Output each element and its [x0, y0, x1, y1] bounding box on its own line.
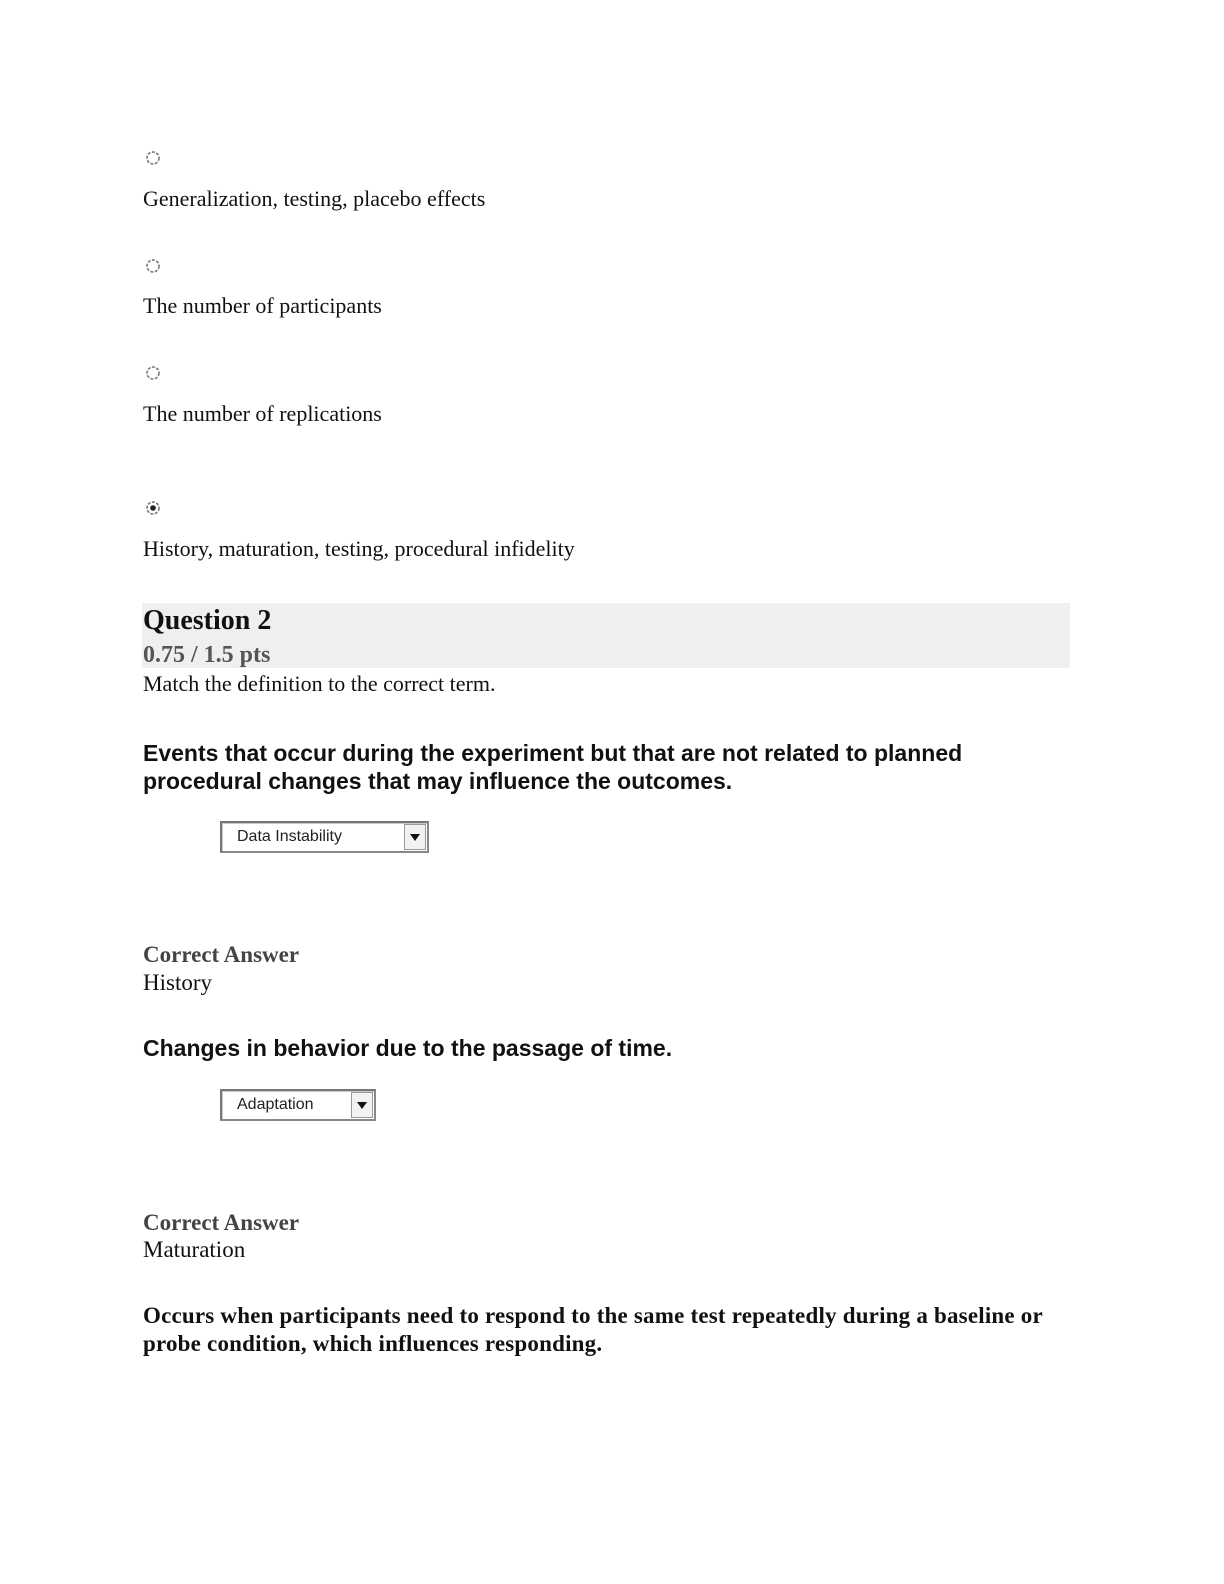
correct-answer-value-2: Maturation: [143, 1237, 246, 1262]
option-label-1: Generalization, testing, placebo effects: [143, 186, 486, 211]
match-definition-3: Occurs when participants need to respond to the same test repeatedly during a baseline or probe condition, which influences responding.: [143, 1303, 1043, 1356]
match-answer-select-1[interactable]: [220, 821, 429, 853]
radio-option-1[interactable]: [145, 150, 161, 166]
question-title: Question 2: [143, 605, 272, 636]
chevron-down-icon[interactable]: [404, 824, 426, 850]
correct-answer-label-2: Correct Answer: [143, 1210, 300, 1235]
match-definition-2: Changes in behavior due to the passage of time.: [143, 1035, 673, 1061]
select-value-2: Adaptation: [237, 1096, 314, 1113]
radio-option-4-selected[interactable]: [145, 500, 161, 516]
select-value-1: Data Instability: [237, 828, 342, 845]
chevron-down-icon[interactable]: [351, 1092, 373, 1118]
option-label-4: History, maturation, testing, procedural infidelity: [143, 536, 575, 561]
question-prompt: Match the definition to the correct term.: [143, 671, 496, 696]
correct-answer-value-1: History: [143, 970, 212, 995]
match-answer-select-2[interactable]: [220, 1089, 376, 1121]
question-header: [142, 603, 1070, 668]
match-definition-1: Events that occur during the experiment but that are not related to planned procedural changes that may influence the outcomes.: [143, 740, 963, 794]
radio-option-2[interactable]: [145, 258, 161, 274]
question-points: 0.75 / 1.5 pts: [143, 642, 271, 668]
option-label-2: The number of participants: [143, 293, 382, 318]
option-label-3: The number of replications: [143, 401, 382, 426]
correct-answer-label-1: Correct Answer: [143, 942, 300, 967]
radio-option-3[interactable]: [145, 365, 161, 381]
